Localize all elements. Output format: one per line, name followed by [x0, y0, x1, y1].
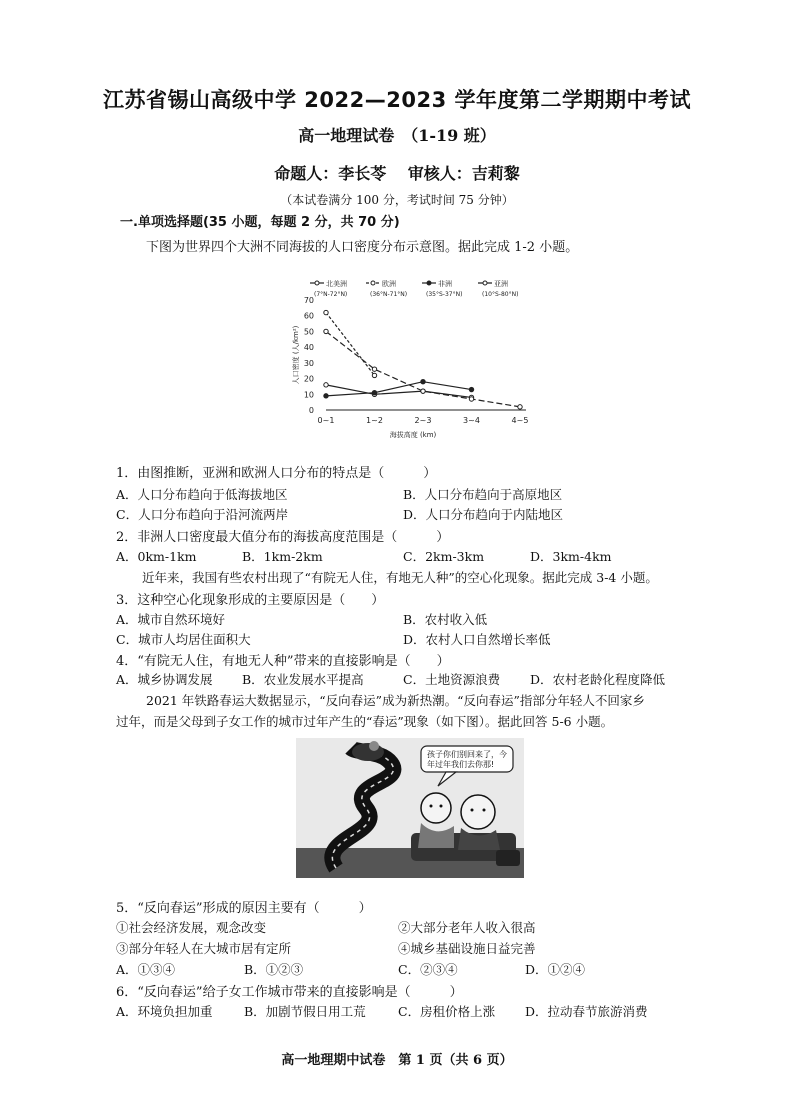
q6-option-b: B．加剧节假日用工荒	[244, 1004, 366, 1019]
q5-statement-2: ②大部分老年人收入很高	[398, 920, 536, 935]
series-line	[326, 331, 520, 406]
x-tick-label: 4~5	[511, 416, 529, 425]
legend-marker	[315, 281, 319, 285]
q3-stem: 3．这种空心化现象形成的主要原因是（ ）	[116, 593, 385, 608]
y-tick-label: 20	[303, 374, 314, 384]
q1-stem: 1．由图推断，亚洲和欧洲人口分布的特点是（ ）	[116, 466, 437, 481]
data-point	[324, 329, 328, 333]
q2-stem: 2．非洲人口密度最大值分布的海拔高度范围是（ ）	[116, 530, 450, 545]
x-tick-label: 0~1	[317, 416, 335, 425]
q4-option-a: A．城乡协调发展	[116, 672, 213, 687]
y-tick-label: 50	[303, 327, 314, 337]
q1-option-b: B．人口分布趋向于高原地区	[403, 487, 563, 502]
legend-label: 欧洲	[382, 280, 396, 288]
y-tick-label: 40	[303, 343, 314, 353]
y-tick-label: 70	[303, 296, 314, 305]
q5-option-a: A．①③④	[116, 962, 176, 977]
y-axis-label: 人口密度 (人/km²)	[292, 325, 300, 385]
data-point	[324, 310, 328, 314]
cartoon-drawing	[296, 738, 524, 878]
q3-option-d: D．农村人口自然增长率低	[403, 632, 551, 647]
x-tick-label: 2~3	[414, 416, 432, 425]
y-tick-label: 30	[303, 358, 314, 368]
reverse-spring-migration-cartoon	[296, 738, 524, 878]
intro-2: 近年来，我国有些农村出现了“有院无人住，有地无人种”的空心化现象。据此完成 3-4 小题。	[142, 570, 658, 585]
q6-option-c: C．房租价格上涨	[398, 1004, 496, 1019]
q1-option-c: C．人口分布趋向于沿河流两岸	[116, 507, 289, 522]
data-point	[372, 367, 376, 371]
q6-option-a: A．环境负担加重	[116, 1004, 213, 1019]
q3-option-b: B．农村收入低	[403, 612, 488, 627]
q4-option-b: B．农业发展水平提高	[242, 672, 364, 687]
q2-option-d: D．3km-4km	[530, 549, 612, 564]
data-point	[372, 391, 376, 395]
exam-title: 江苏省锡山高级中学 2022—2023 学年度第二学期期中考试	[102, 88, 691, 112]
legend-sublabel: (36°N-71°N)	[370, 291, 408, 298]
data-point	[324, 394, 328, 398]
legend-marker	[427, 281, 431, 285]
data-point	[421, 389, 425, 393]
series-line	[326, 313, 375, 376]
q4-stem: 4．“有院无人住，有地无人种”带来的直接影响是（ ）	[116, 654, 450, 669]
q5-stem: 5．“反向春运”形成的原因主要有（ ）	[116, 901, 372, 916]
cartoon-bubble-line-2: 年过年我们去你那!	[427, 760, 495, 769]
q6-stem: 6．“反向春运”给子女工作城市带来的直接影响是（ ）	[116, 985, 463, 1000]
q3-option-a: A．城市自然环境好	[116, 612, 226, 627]
q1-option-d: D．人口分布趋向于内陆地区	[403, 507, 564, 522]
data-point	[372, 373, 376, 377]
exam-subtitle: 高一地理试卷 （1-19 班）	[298, 126, 496, 145]
q5-statement-4: ④城乡基础设施日益完善	[398, 941, 536, 956]
page-footer: 高一地理期中试卷 第 1 页（共 6 页）	[281, 1053, 513, 1068]
y-tick-label: 60	[303, 311, 314, 321]
q2-option-b: B．1km-2km	[242, 549, 323, 564]
exam-note: （本试卷满分 100 分，考试时间 75 分钟）	[280, 193, 514, 207]
y-tick-label: 0	[308, 406, 314, 415]
q5-option-b: B．①②③	[244, 962, 304, 977]
cartoon-bubble-line-1: 孩子你们别回来了，今	[427, 750, 507, 759]
legend-sublabel: (35°S-37°N)	[426, 291, 463, 298]
legend-marker	[371, 281, 375, 285]
legend-label: 北美洲	[326, 280, 347, 288]
data-point	[469, 387, 473, 391]
intro-3a: 2021 年铁路春运大数据显示，“反向春运”成为新热潮。“反向春运”指部分年轻人不回家乡	[146, 693, 645, 708]
q5-statement-1: ①社会经济发展，观念改变	[116, 920, 267, 935]
legend-marker	[483, 281, 487, 285]
section-title: 一.单项选择题(35 小题，每题 2 分，共 70 分)	[120, 215, 400, 230]
q5-statement-3: ③部分年轻人在大城市居有定所	[116, 941, 292, 956]
q2-option-a: A．0km-1km	[116, 549, 197, 564]
x-axis-label: 海拔高度 (km)	[389, 431, 437, 439]
q1-option-a: A．人口分布趋向于低海拔地区	[116, 487, 288, 502]
q3-option-c: C．城市人均居住面积大	[116, 632, 251, 647]
q4-option-d: D．农村老龄化程度降低	[530, 672, 666, 687]
q5-option-d: D．①②④	[525, 962, 586, 977]
data-point	[421, 380, 425, 384]
data-point	[324, 383, 328, 387]
exam-authors: 命题人：李长苓 审核人：吉莉黎	[274, 164, 520, 183]
x-tick-label: 1~2	[366, 416, 383, 425]
q6-option-d: D．拉动春节旅游消费	[525, 1004, 648, 1019]
x-tick-label: 3~4	[463, 416, 480, 425]
population-density-chart	[290, 275, 550, 460]
data-point	[518, 405, 522, 409]
data-point	[469, 397, 473, 401]
intro-3b: 过年，而是父母到子女工作的城市过年产生的“春运”现象（如下图）。据此回答 5-6 小题。	[116, 714, 614, 729]
legend-sublabel: (7°N-72°N)	[314, 291, 348, 298]
intro-1: 下图为世界四个大洲不同海拔的人口密度分布示意图。据此完成 1-2 小题。	[146, 240, 579, 255]
legend-label: 非洲	[438, 280, 452, 288]
legend-label: 亚洲	[494, 280, 508, 288]
q4-option-c: C．土地资源浪费	[403, 672, 501, 687]
q2-option-c: C．2km-3km	[403, 549, 485, 564]
q5-option-c: C．②③④	[398, 962, 458, 977]
y-tick-label: 10	[303, 390, 314, 400]
legend-sublabel: (10°S-80°N)	[482, 291, 519, 298]
